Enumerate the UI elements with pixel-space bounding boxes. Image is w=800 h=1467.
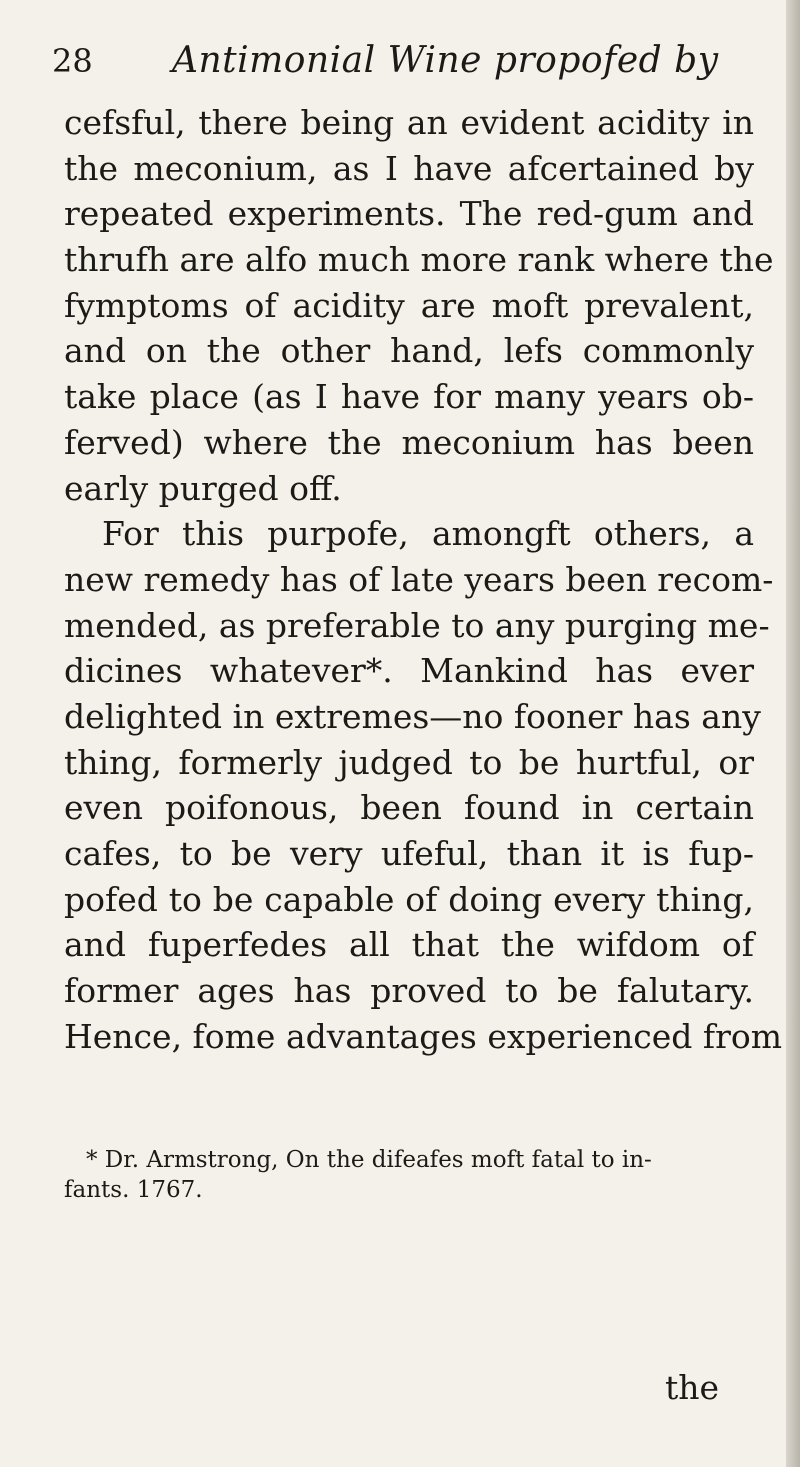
text-line: Hence, fome advantages experienced from	[64, 1016, 783, 1056]
footnote	[64, 1145, 694, 1205]
page-edge	[786, 0, 800, 1467]
catchword: the	[665, 1368, 720, 1407]
text-line: fymptoms of acidity are moft prevalent,	[64, 285, 754, 325]
running-head: Antimonial Wine propofed by	[172, 40, 719, 81]
text-line: dicines whatever*. Mankind has ever	[64, 651, 754, 691]
text-line: and on the other hand, lefs commonly	[64, 331, 754, 371]
text-line: and fuperfedes all that the wifdom of	[64, 925, 754, 965]
text-line: take place (as I have for many years ob-	[64, 377, 754, 417]
text-line: delighted in extremes—no fooner has any	[64, 696, 761, 736]
text-line: former ages has proved to be falutary.	[64, 971, 754, 1011]
text-line: thing, formerly judged to be hurtful, or	[64, 742, 754, 782]
text-line: early purged off.	[64, 468, 342, 508]
footnote-line: * Dr. Armstrong, On the difeafes moft fatal to in-	[86, 1147, 652, 1173]
page-number: 28	[52, 42, 93, 80]
text-line: thrufh are alfo much more rank where the	[64, 240, 774, 280]
text-line: mended, as preferable to any purging me-	[64, 605, 770, 645]
paragraph-start-line: For this purpofe, amongft others, a	[102, 514, 754, 554]
text-line: cefsful, there being an evident acidity in	[64, 103, 754, 142]
text-line: pofed to be capable of doing every thing,	[64, 879, 754, 919]
text-line: new remedy has of late years been recom-	[64, 559, 774, 599]
body-text	[64, 100, 783, 1059]
page-header	[52, 40, 752, 88]
text-line: repeated experiments. The red-gum and	[64, 194, 754, 234]
footnote-line: fants. 1767.	[64, 1177, 203, 1203]
text-line: cafes, to be very ufeful, than it is fup-	[64, 834, 754, 873]
text-line: ferved) where the meconium has been	[64, 422, 754, 462]
text-line: even poifonous, been found in certain	[64, 788, 754, 828]
text-line: the meconium, as I have afcertained by	[64, 148, 754, 188]
